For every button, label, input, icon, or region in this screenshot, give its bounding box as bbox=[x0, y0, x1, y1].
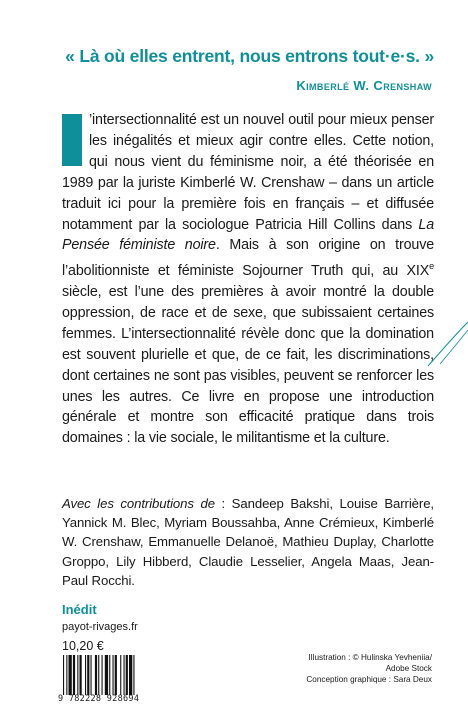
credits-line-2: Adobe Stock bbox=[385, 664, 432, 673]
barcode-bar bbox=[133, 655, 134, 695]
price: 10,20 € bbox=[62, 639, 104, 653]
barcode-bar bbox=[73, 655, 75, 695]
blurb-part-2: . Mais à son origine on trouve l’abolitionniste et féministe Sojourner Truth qui, au XIX bbox=[62, 237, 434, 280]
barcode-image bbox=[62, 655, 166, 695]
barcode-bar bbox=[98, 655, 99, 695]
barcode-bar bbox=[129, 655, 132, 695]
contributors-names: : Sandeep Bakshi, Louise Barrière, Yannick M. Blec, Myriam Boussahba, Anne Crémieux, Kimberlé W. Crenshaw, Emmanuelle Delanoë, Mathieu Duplay, Charlotte Groppo, Lily Hibberd, Claudie Lesselier, Angela Maas, Jean-Paul Rocchi. bbox=[62, 496, 434, 588]
blurb-part-1: ’intersectionnalité est un nouvel outil pour mieux penser les inégalités et mieux agir contre elles. Cette notion, qui nous vient du féminisme noir, a été théorisée en 1989 par la juriste Kimberlé W. Crenshaw – dans un article traduit ici pour la première fois en français – et diffusée notamment par la sociologue Patricia Hill Collins dans bbox=[62, 112, 434, 233]
book-title: La Pensée féministe noire bbox=[62, 216, 434, 254]
barcode-bar bbox=[109, 655, 110, 695]
barcode-bar bbox=[66, 655, 67, 695]
blurb-part-3: siècle, est l’une des premières à avoir montré la double oppression, de race et de sexe, que subissaient certaines femmes. L’intersectionnalité révèle donc que la domination est souvent plurielle et que, de ce fait, les discriminations, dont certaines ne sont pas visibles, peuvent se renforcer les unes les autres. Ce livre en propose une introduction générale et montre son efficacité pratique dans trois domaines : la vie sociale, le militantisme et la culture. bbox=[62, 284, 434, 447]
credits bbox=[242, 652, 432, 685]
barcode-number: 9 782228 928694 bbox=[58, 694, 140, 704]
barcode-bar bbox=[77, 655, 78, 695]
barcode-bar bbox=[115, 655, 117, 695]
publisher-website: payot-rivages.fr bbox=[62, 621, 138, 633]
decorative-line-art bbox=[420, 320, 468, 380]
quote-author: Kimberlé W. Crenshaw bbox=[296, 78, 432, 93]
barcode-bar bbox=[113, 655, 114, 695]
contributors-label: Avec les contributions de bbox=[62, 496, 215, 511]
credits-line-1: Illustration : © Hulinska Yevheniia/ bbox=[308, 653, 432, 662]
century-superscript: e bbox=[429, 261, 434, 272]
barcode-bar bbox=[87, 655, 89, 695]
dropcap-l-block bbox=[62, 114, 82, 166]
barcode-bar bbox=[102, 655, 103, 695]
barcode-bar bbox=[126, 655, 128, 695]
inedit-label: Inédit bbox=[62, 602, 97, 617]
contributors-paragraph bbox=[62, 494, 434, 590]
barcode-bar bbox=[91, 655, 92, 695]
barcode-bar bbox=[95, 655, 97, 695]
credits-line-3: Conception graphique : Sara Deux bbox=[306, 675, 432, 684]
barcode-bar bbox=[69, 655, 72, 695]
barcode-bar bbox=[80, 655, 82, 695]
back-cover-quote: « Là où elles entrent, nous entrons tout·e·s. » bbox=[65, 46, 434, 66]
blurb-text bbox=[62, 110, 434, 449]
barcode-bar bbox=[63, 655, 64, 695]
barcode-bar bbox=[124, 655, 125, 695]
barcode-bar bbox=[120, 655, 121, 695]
barcode-bar bbox=[105, 655, 108, 695]
barcode-bar bbox=[85, 655, 86, 695]
